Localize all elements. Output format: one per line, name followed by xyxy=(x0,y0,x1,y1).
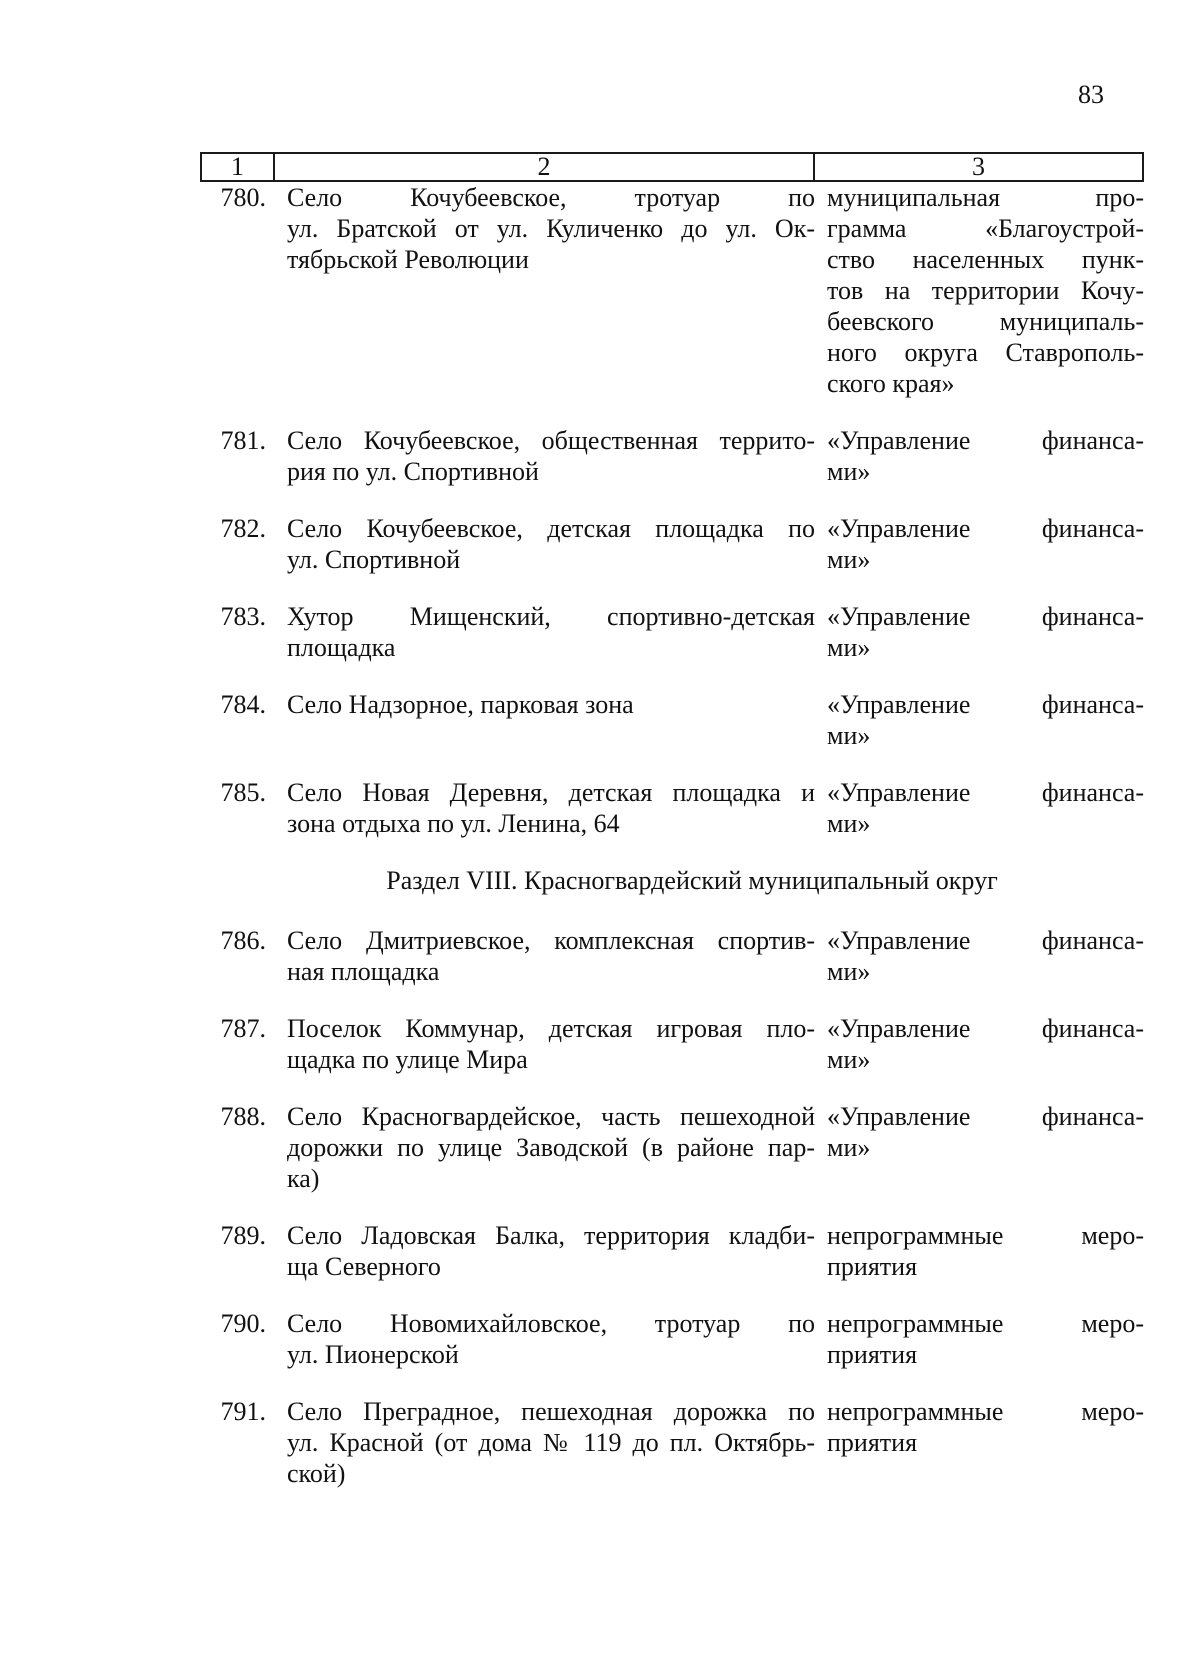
row-object-description xyxy=(287,601,815,663)
row-funding-source xyxy=(827,777,1144,839)
row-number: 784. xyxy=(220,690,266,719)
table-row xyxy=(200,1220,1144,1282)
object-description-line: Село Надзорное, парковая зона xyxy=(287,690,634,719)
object-description-line: Поселок Коммунар, детская игровая пло- xyxy=(287,1014,815,1043)
funding-source-line: ми» xyxy=(827,1045,871,1074)
row-funding-source xyxy=(827,1308,1144,1370)
table-row xyxy=(200,1396,1144,1489)
funding-source-line: «Управление финанса- xyxy=(827,602,1144,631)
row-object-description xyxy=(287,777,815,839)
object-description-line: ул. Братской от ул. Куличенко до ул. Ок- xyxy=(287,214,815,243)
object-description-line: Село Новомихайловское, тротуар по xyxy=(287,1309,815,1338)
table-row xyxy=(200,1013,1144,1075)
row-funding-source xyxy=(827,1013,1144,1075)
funding-source-line: беевского муниципаль- xyxy=(827,307,1144,336)
object-description-line: Хутор Мищенский, спортивно-детская xyxy=(287,602,815,631)
row-funding-source xyxy=(827,1101,1144,1194)
table-row xyxy=(200,925,1144,987)
funding-source-line: «Управление финанса- xyxy=(827,426,1144,455)
object-description-line: ул. Спортивной xyxy=(287,545,461,574)
object-description-line: площадка xyxy=(287,633,396,662)
funding-source-line: приятия xyxy=(827,1428,918,1457)
funding-source-line: грамма «Благоустрой- xyxy=(827,214,1144,243)
object-description-line: рия по ул. Спортивной xyxy=(287,457,539,486)
row-funding-source xyxy=(827,601,1144,663)
row-object-description xyxy=(287,513,815,575)
funding-source-line: ного округа Ставрополь- xyxy=(827,338,1144,367)
funding-source-line: ми» xyxy=(827,457,871,486)
object-description-line: ная площадка xyxy=(287,957,440,986)
table-row xyxy=(200,1308,1144,1370)
row-number: 781. xyxy=(220,426,266,455)
row-number: 790. xyxy=(220,1309,266,1338)
funding-source-line: ми» xyxy=(827,545,871,574)
object-description-line: щадка по улице Мира xyxy=(287,1045,528,1074)
row-object-description xyxy=(287,182,815,399)
funding-source-line: ми» xyxy=(827,957,871,986)
row-number: 782. xyxy=(220,514,266,543)
object-description-line: Село Кочубеевское, общественная террито- xyxy=(287,426,815,455)
row-funding-source xyxy=(827,1220,1144,1282)
row-funding-source xyxy=(827,425,1144,487)
rows-group-a xyxy=(200,182,1144,839)
row-funding-source xyxy=(827,182,1144,399)
object-description-line: Село Преградное, пешеходная дорожка по xyxy=(287,1397,815,1426)
row-number: 783. xyxy=(220,602,266,631)
object-description-line: ща Северного xyxy=(287,1252,441,1281)
object-description-line: Село Дмитриевское, комплексная спортив- xyxy=(287,926,815,955)
funding-source-line: ми» xyxy=(827,721,871,750)
row-object-description xyxy=(287,689,815,751)
row-object-description xyxy=(287,425,815,487)
funding-source-line: ского края» xyxy=(827,369,955,398)
funding-source-line: «Управление финанса- xyxy=(827,926,1144,955)
object-description-line: ул. Красной (от дома № 119 до пл. Октябрь- xyxy=(287,1428,815,1457)
object-description-line: дорожки по улице Заводской (в районе пар- xyxy=(287,1133,815,1162)
row-object-description xyxy=(287,1101,815,1194)
object-description-line: Село Ладовская Балка, территория кладби- xyxy=(287,1221,815,1250)
page-number: 83 xyxy=(1078,80,1104,109)
section-title: Раздел VIII. Красногвардейский муниципальный округ xyxy=(386,866,998,895)
object-description-line: зона отдыха по ул. Ленина, 64 xyxy=(287,809,620,838)
table-row xyxy=(200,777,1144,839)
row-funding-source xyxy=(827,513,1144,575)
funding-source-line: непрограммные меро- xyxy=(827,1221,1144,1250)
row-funding-source xyxy=(827,1396,1144,1489)
table-body xyxy=(200,182,1144,1515)
object-description-line: Село Красногвардейское, часть пешеходной xyxy=(287,1102,815,1131)
table-header xyxy=(200,152,1144,182)
row-number: 791. xyxy=(220,1397,266,1426)
row-number: 787. xyxy=(220,1014,266,1043)
funding-source-line: тов на территории Кочу- xyxy=(827,276,1144,305)
row-object-description xyxy=(287,1013,815,1075)
table-row xyxy=(200,513,1144,575)
header-col-2: 2 xyxy=(275,154,815,180)
table-row xyxy=(200,689,1144,751)
row-object-description xyxy=(287,1396,815,1489)
object-description-line: ул. Пионерской xyxy=(287,1340,459,1369)
table-row xyxy=(200,425,1144,487)
funding-source-line: «Управление финанса- xyxy=(827,514,1144,543)
funding-source-line: «Управление финанса- xyxy=(827,1102,1144,1131)
funding-source-line: непрограммные меро- xyxy=(827,1309,1144,1338)
object-description-line: Село Новая Деревня, детская площадка и xyxy=(287,778,815,807)
row-number: 788. xyxy=(220,1102,266,1131)
row-object-description xyxy=(287,1220,815,1282)
row-funding-source xyxy=(827,925,1144,987)
funding-source-line: приятия xyxy=(827,1340,918,1369)
row-number: 786. xyxy=(220,926,266,955)
funding-source-line: ство населенных пунк- xyxy=(827,245,1144,274)
funding-source-line: муниципальная про- xyxy=(827,183,1144,212)
funding-source-line: «Управление финанса- xyxy=(827,778,1144,807)
header-col-1: 1 xyxy=(202,154,275,180)
funding-source-line: непрограммные меро- xyxy=(827,1397,1144,1426)
funding-source-line: «Управление финанса- xyxy=(827,1014,1144,1043)
object-description-line: ка) xyxy=(287,1164,320,1193)
funding-source-line: ми» xyxy=(827,1133,871,1162)
header-col-3: 3 xyxy=(972,152,985,181)
object-description-line: Село Кочубеевское, детская площадка по xyxy=(287,514,815,543)
object-description-line: ской) xyxy=(287,1459,346,1488)
row-object-description xyxy=(287,1308,815,1370)
funding-source-line: «Управление финанса- xyxy=(827,690,1144,719)
funding-source-line: ми» xyxy=(827,809,871,838)
funding-source-line: ми» xyxy=(827,633,871,662)
rows-group-b xyxy=(200,925,1144,1489)
object-description-line: тябрьской Революции xyxy=(287,245,529,274)
row-number: 780. xyxy=(220,183,266,212)
row-funding-source xyxy=(827,689,1144,751)
table-row xyxy=(200,601,1144,663)
table-row xyxy=(200,182,1144,399)
row-object-description xyxy=(287,925,815,987)
row-number: 785. xyxy=(220,778,266,807)
row-number: 789. xyxy=(220,1221,266,1250)
funding-source-line: приятия xyxy=(827,1252,918,1281)
table-row xyxy=(200,1101,1144,1194)
object-description-line: Село Кочубеевское, тротуар по xyxy=(287,183,815,212)
